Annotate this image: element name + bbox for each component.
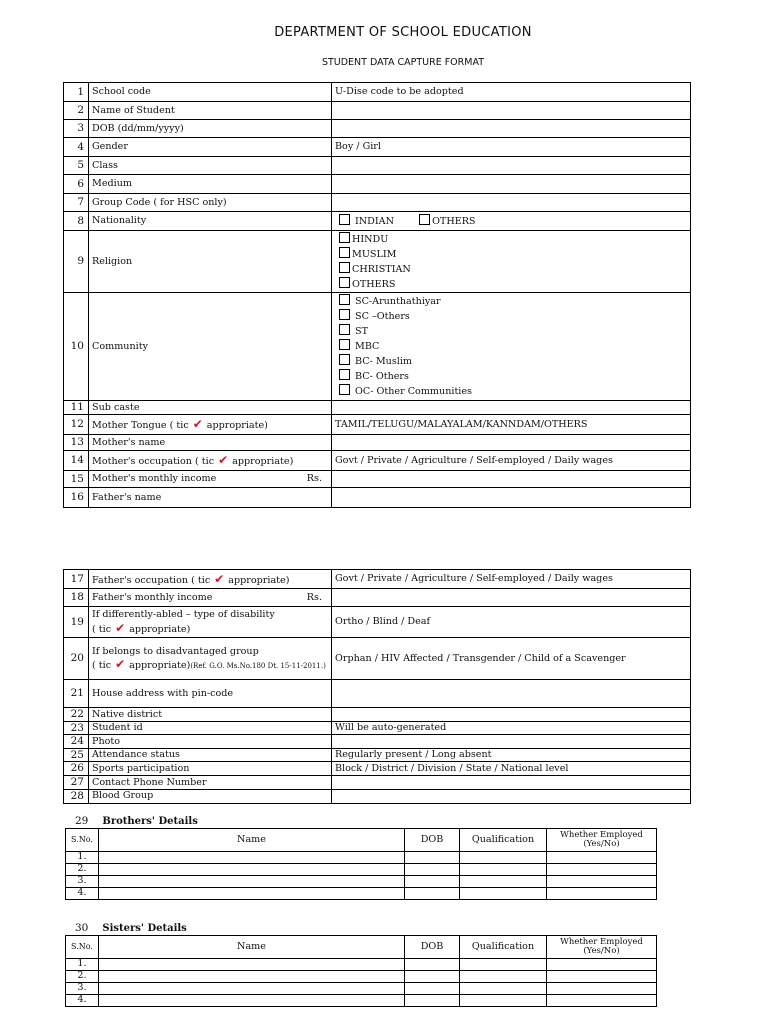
- field-label: Native district: [89, 708, 332, 722]
- row-number: 15: [64, 471, 89, 488]
- row-number: 6: [64, 175, 89, 194]
- section-title: Sisters' Details: [102, 923, 187, 934]
- row-number: 22: [64, 708, 89, 722]
- row-sno: 2.: [66, 864, 99, 876]
- option-others[interactable]: OTHERS: [419, 216, 475, 227]
- field-label: Class: [89, 157, 332, 175]
- form-row: [64, 401, 691, 415]
- field-label: Religion: [89, 231, 332, 293]
- row-number: 26: [64, 762, 89, 776]
- row-number: 18: [64, 589, 89, 607]
- row-number: 25: [64, 748, 89, 762]
- field-value[interactable]: Boy / Girl: [332, 138, 691, 157]
- field-label: Sports participation: [89, 762, 332, 776]
- option-christian[interactable]: CHRISTIAN: [339, 262, 687, 277]
- checkbox[interactable]: [339, 369, 350, 380]
- cell-employed[interactable]: [547, 852, 657, 864]
- form-row: [64, 789, 691, 803]
- community-options: [332, 293, 691, 401]
- field-value[interactable]: [332, 120, 691, 138]
- field-label: DOB (dd/mm/yyyy): [89, 120, 332, 138]
- row-sno: 2.: [66, 971, 99, 983]
- section-number: 30: [75, 922, 89, 934]
- field-value[interactable]: U-Dise code to be adopted: [332, 83, 691, 102]
- checkbox[interactable]: [339, 324, 350, 335]
- cell-name[interactable]: [99, 888, 405, 900]
- cell-qualification[interactable]: [460, 971, 547, 983]
- currency-label: Rs.: [306, 591, 322, 603]
- checkbox[interactable]: [339, 339, 350, 350]
- field-label: Gender: [89, 138, 332, 157]
- field-value[interactable]: [332, 735, 691, 749]
- field-value[interactable]: Ortho / Blind / Deaf: [332, 607, 691, 638]
- cell-name[interactable]: [99, 852, 405, 864]
- field-label: If differently-abled – type of disability ( tic ✔ appropriate): [89, 607, 332, 638]
- field-value[interactable]: Block / District / Division / State / National level: [332, 762, 691, 776]
- row-number: 1: [64, 83, 89, 102]
- tick-icon: ✔: [115, 657, 126, 671]
- col-employed: Whether Employed (Yes/No): [547, 936, 657, 959]
- form-row: [64, 607, 691, 638]
- form-row: [64, 735, 691, 749]
- option-bc-muslim[interactable]: BC- Muslim: [339, 354, 687, 369]
- table-row: [66, 852, 657, 864]
- form-row: [64, 775, 691, 789]
- col-dob: DOB: [405, 936, 460, 959]
- cell-name[interactable]: [99, 876, 405, 888]
- row-number: 20: [64, 638, 89, 680]
- cell-employed[interactable]: [547, 888, 657, 900]
- cell-dob[interactable]: [405, 876, 460, 888]
- row-number: 23: [64, 721, 89, 735]
- form-subtitle: STUDENT DATA CAPTURE FORMAT: [321, 57, 485, 68]
- row-number: 8: [64, 212, 89, 231]
- form-row: [64, 721, 691, 735]
- col-qualification: Qualification: [460, 936, 547, 959]
- form-row: [64, 138, 691, 157]
- field-value[interactable]: [332, 680, 691, 708]
- cell-dob[interactable]: [405, 995, 460, 1007]
- checkbox[interactable]: [339, 232, 350, 243]
- field-value[interactable]: [332, 175, 691, 194]
- row-number: 21: [64, 680, 89, 708]
- row-number: 28: [64, 789, 89, 803]
- field-value[interactable]: [332, 488, 691, 508]
- form-row: [64, 748, 691, 762]
- field-value[interactable]: [332, 789, 691, 803]
- cell-employed[interactable]: [547, 959, 657, 971]
- cell-employed[interactable]: [547, 971, 657, 983]
- row-sno: 4.: [66, 995, 99, 1007]
- field-label: Community: [89, 293, 332, 401]
- cell-name[interactable]: [99, 983, 405, 995]
- checkbox[interactable]: [339, 384, 350, 395]
- table-row: [66, 876, 657, 888]
- government-order-reference: (Ref. G.O. Ms.No.180 Dt. 15-11-2011.): [190, 662, 326, 670]
- field-label: Father's monthly income Rs.: [89, 589, 332, 607]
- field-value[interactable]: [332, 775, 691, 789]
- row-number: 4: [64, 138, 89, 157]
- field-value[interactable]: [332, 708, 691, 722]
- table-row: [66, 864, 657, 876]
- field-label: Mother's name: [89, 435, 332, 451]
- field-label: Contact Phone Number: [89, 775, 332, 789]
- form-row: [64, 708, 691, 722]
- form-row: [64, 102, 691, 120]
- row-number: 27: [64, 775, 89, 789]
- option-sc-arunthathiyar[interactable]: SC-Arunthathiyar: [339, 294, 687, 309]
- form-row: [64, 638, 691, 680]
- col-qualification: Qualification: [460, 829, 547, 852]
- tick-icon: ✔: [214, 571, 225, 586]
- field-label: Attendance status: [89, 748, 332, 762]
- col-sno: S.No.: [66, 829, 99, 852]
- form-row: [64, 83, 691, 102]
- cell-qualification[interactable]: [460, 852, 547, 864]
- col-name: Name: [99, 829, 405, 852]
- field-value[interactable]: [332, 471, 691, 488]
- checkbox[interactable]: [339, 262, 350, 273]
- row-number: 7: [64, 194, 89, 212]
- cell-name[interactable]: [99, 995, 405, 1007]
- row-number: 13: [64, 435, 89, 451]
- option-mbc[interactable]: MBC: [339, 339, 687, 354]
- cell-name[interactable]: [99, 971, 405, 983]
- cell-dob[interactable]: [405, 959, 460, 971]
- field-value[interactable]: [332, 401, 691, 415]
- table-row: [66, 995, 657, 1007]
- page-title: DEPARTMENT OF SCHOOL EDUCATION: [274, 25, 532, 40]
- row-number: 2: [64, 102, 89, 120]
- row-number: 12: [64, 415, 89, 435]
- field-label: Photo: [89, 735, 332, 749]
- field-label: Mother's monthly income Rs.: [89, 471, 332, 488]
- cell-qualification[interactable]: [460, 888, 547, 900]
- form-row: [64, 231, 691, 293]
- cell-dob[interactable]: [405, 864, 460, 876]
- brothers-details-table: [65, 828, 657, 900]
- row-number: 24: [64, 735, 89, 749]
- cell-employed[interactable]: [547, 876, 657, 888]
- brothers-section-heading: [75, 815, 198, 827]
- tick-icon: ✔: [218, 453, 229, 468]
- form-row: [64, 194, 691, 212]
- field-value[interactable]: Govt / Private / Agriculture / Self-employed / Daily wages: [332, 451, 691, 471]
- cell-qualification[interactable]: [460, 876, 547, 888]
- table-row: [66, 888, 657, 900]
- cell-name[interactable]: [99, 864, 405, 876]
- field-value[interactable]: TAMIL/TELUGU/MALAYALAM/KANNDAM/OTHERS: [332, 415, 691, 435]
- field-value[interactable]: [332, 435, 691, 451]
- field-label: Father's occupation ( tic ✔ appropriate): [89, 570, 332, 589]
- checkbox[interactable]: [339, 309, 350, 320]
- field-label: Name of Student: [89, 102, 332, 120]
- cell-qualification[interactable]: [460, 995, 547, 1007]
- nationality-options: [332, 212, 691, 231]
- option-indian[interactable]: INDIAN: [339, 216, 394, 227]
- form-row: [64, 589, 691, 607]
- col-sno: S.No.: [66, 936, 99, 959]
- cell-name[interactable]: [99, 959, 405, 971]
- row-number: 3: [64, 120, 89, 138]
- sisters-details-table: [65, 935, 657, 1007]
- field-label: Blood Group: [89, 789, 332, 803]
- col-employed: Whether Employed (Yes/No): [547, 829, 657, 852]
- field-label: Father's name: [89, 488, 332, 508]
- field-label: Medium: [89, 175, 332, 194]
- student-data-table-part2: [63, 569, 691, 804]
- form-row: [64, 175, 691, 194]
- field-label: Student id: [89, 721, 332, 735]
- table-row: [66, 971, 657, 983]
- checkbox[interactable]: [339, 354, 350, 365]
- option-oc[interactable]: OC- Other Communities: [339, 384, 687, 399]
- checkbox[interactable]: [339, 247, 350, 258]
- option-sc-others[interactable]: SC –Others: [339, 309, 687, 324]
- row-number: 14: [64, 451, 89, 471]
- form-row: [64, 570, 691, 589]
- field-label: Mother's occupation ( tic ✔ appropriate): [89, 451, 332, 471]
- tick-icon: ✔: [115, 620, 126, 635]
- cell-employed[interactable]: [547, 864, 657, 876]
- field-value[interactable]: Govt / Private / Agriculture / Self-employed / Daily wages: [332, 570, 691, 589]
- option-st[interactable]: ST: [339, 324, 687, 339]
- row-number: 11: [64, 401, 89, 415]
- field-value[interactable]: Regularly present / Long absent: [332, 748, 691, 762]
- form-row: [64, 762, 691, 776]
- cell-dob[interactable]: [405, 971, 460, 983]
- tick-icon: ✔: [192, 417, 203, 432]
- field-label: Nationality: [89, 212, 332, 231]
- row-number: 9: [64, 231, 89, 293]
- row-number: 17: [64, 570, 89, 589]
- field-value[interactable]: [332, 157, 691, 175]
- currency-label: Rs.: [306, 473, 322, 485]
- cell-qualification[interactable]: [460, 959, 547, 971]
- student-data-table-part1: [63, 82, 691, 508]
- field-label: Sub caste: [89, 401, 332, 415]
- option-muslim[interactable]: MUSLIM: [339, 247, 687, 262]
- table-header-row: [66, 936, 657, 959]
- checkbox[interactable]: [419, 214, 430, 225]
- row-sno: 4.: [66, 888, 99, 900]
- cell-dob[interactable]: [405, 852, 460, 864]
- row-sno: 1.: [66, 959, 99, 971]
- field-value[interactable]: [332, 589, 691, 607]
- field-label: Group Code ( for HSC only): [89, 194, 332, 212]
- checkbox[interactable]: [339, 277, 350, 288]
- option-hindu[interactable]: HINDU: [339, 232, 687, 247]
- form-row: [64, 435, 691, 451]
- field-label: If belongs to disadvantaged group ( tic ✔ appropriate)(Ref. G.O. Ms.No.180 Dt. 15-11-2011.): [89, 638, 332, 680]
- form-row: [64, 120, 691, 138]
- form-row: [64, 293, 691, 401]
- option-others[interactable]: OTHERS: [339, 277, 687, 292]
- field-value[interactable]: Will be auto-generated: [332, 721, 691, 735]
- section-title: Brothers' Details: [102, 816, 198, 827]
- field-value[interactable]: Orphan / HIV Affected / Transgender / Child of a Scavenger: [332, 638, 691, 680]
- table-row: [66, 959, 657, 971]
- cell-employed[interactable]: [547, 995, 657, 1007]
- row-number: 19: [64, 607, 89, 638]
- field-value[interactable]: [332, 194, 691, 212]
- cell-dob[interactable]: [405, 983, 460, 995]
- form-row: [64, 451, 691, 471]
- cell-qualification[interactable]: [460, 983, 547, 995]
- section-number: 29: [75, 815, 89, 827]
- row-sno: 1.: [66, 852, 99, 864]
- checkbox[interactable]: [339, 294, 350, 305]
- religion-options: [332, 231, 691, 293]
- row-number: 5: [64, 157, 89, 175]
- row-sno: 3.: [66, 983, 99, 995]
- form-row: [64, 157, 691, 175]
- checkbox[interactable]: [339, 214, 350, 225]
- form-row: [64, 471, 691, 488]
- form-row: [64, 680, 691, 708]
- sisters-section-heading: [75, 922, 187, 934]
- form-row: [64, 212, 691, 231]
- field-value[interactable]: [332, 102, 691, 120]
- col-dob: DOB: [405, 829, 460, 852]
- table-row: [66, 983, 657, 995]
- field-label: School code: [89, 83, 332, 102]
- field-label: Mother Tongue ( tic ✔ appropriate): [89, 415, 332, 435]
- row-number: 16: [64, 488, 89, 508]
- cell-qualification[interactable]: [460, 864, 547, 876]
- cell-employed[interactable]: [547, 983, 657, 995]
- cell-dob[interactable]: [405, 888, 460, 900]
- form-row: [64, 488, 691, 508]
- form-row: [64, 415, 691, 435]
- option-bc-others[interactable]: BC- Others: [339, 369, 687, 384]
- row-number: 10: [64, 293, 89, 401]
- col-name: Name: [99, 936, 405, 959]
- table-header-row: [66, 829, 657, 852]
- field-label: House address with pin-code: [89, 680, 332, 708]
- row-sno: 3.: [66, 876, 99, 888]
